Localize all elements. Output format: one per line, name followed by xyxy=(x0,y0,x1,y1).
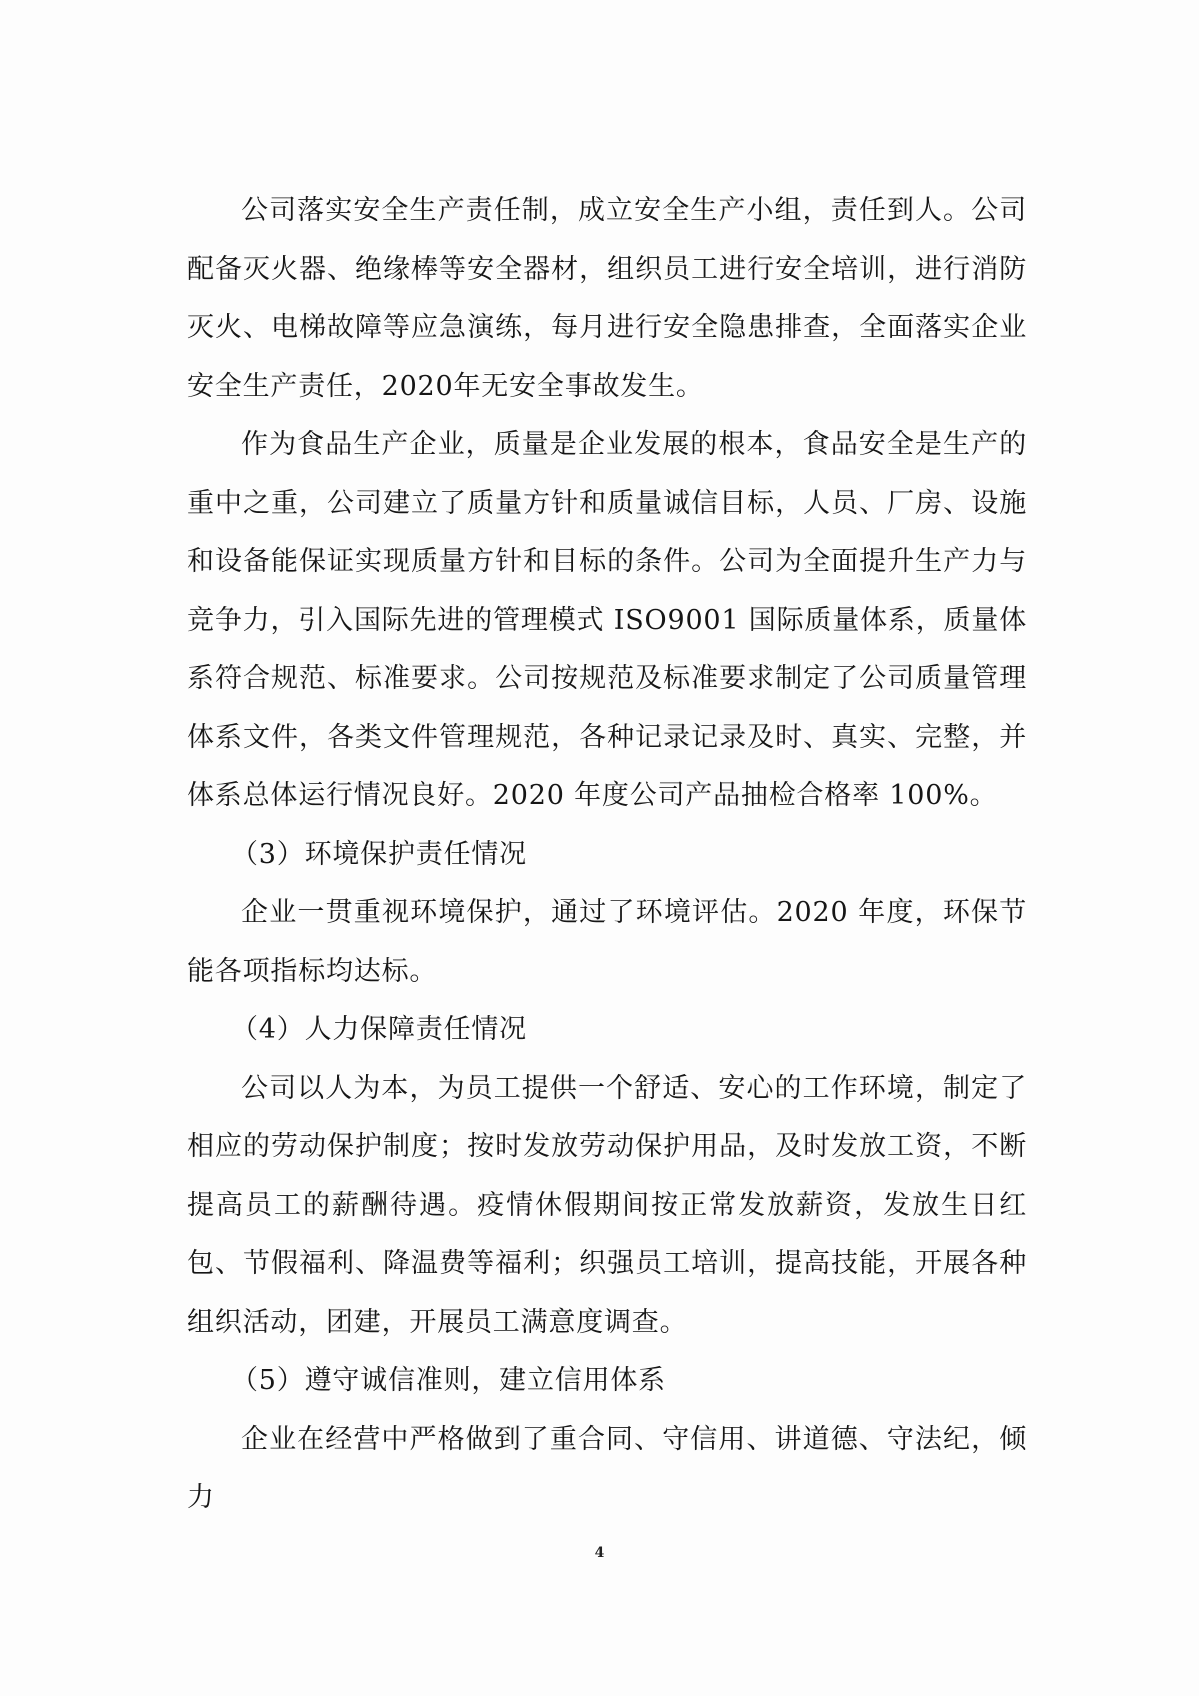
paragraph-human-resources: 公司以人为本，为员工提供一个舒适、安心的工作环境，制定了相应的劳动保护制度；按时发放劳动保护用品，及时发放工资，不断提高员工的薪酬待遇。疫情休假期间按正常发放薪资，发放生日红包、节假福利、降温费等福利；织强员工培训，提高技能，开展各种组织活动，团建，开展员工满意度调查。 xyxy=(187,1072,1027,1338)
paragraph-safety-production: 公司落实安全生产责任制，成立安全生产小组，责任到人。公司配备灭火器、绝缘棒等安全器材，组织员工进行安全培训，进行消防灭火、电梯故障等应急演练，每月进行安全隐患排查，全面落实企业安全生产责任，2020年无安全事故发生。 xyxy=(187,195,1027,402)
page-number: 4 xyxy=(594,1545,605,1561)
paragraph-environmental-protection: 企业一贯重视环境保护，通过了环境评估。2020 年度，环保节能各项指标均达标。 xyxy=(187,897,1027,987)
paragraph-integrity-credit: 企业在经营中严格做到了重合同、守信用、讲道德、守法纪，倾力 xyxy=(187,1423,1027,1513)
heading-integrity-credit: （5）遵守诚信准则，建立信用体系 xyxy=(231,1365,666,1396)
paragraph-food-quality: 作为食品生产企业，质量是企业发展的根本，食品安全是生产的重中之重，公司建立了质量方针和质量诚信目标，人员、厂房、设施和设备能保证实现质量方针和目标的条件。公司为全面提升生产力与竞争力，引入国际先进的管理模式 ISO9001 国际质量体系，质量体系符合规范、标准要求。公司按规范及标准要求制定了公司质量管理体系文件，各类文件管理规范，各种记录记录及时、真实、完整，并体系总体运行情况良好。2020 年度公司产品抽检合格率 100%。 xyxy=(187,429,1027,811)
page-body xyxy=(187,182,1027,1528)
heading-environmental-protection: （3）环境保护责任情况 xyxy=(231,838,527,870)
heading-human-resources: （4）人力保障责任情况 xyxy=(231,1014,527,1045)
